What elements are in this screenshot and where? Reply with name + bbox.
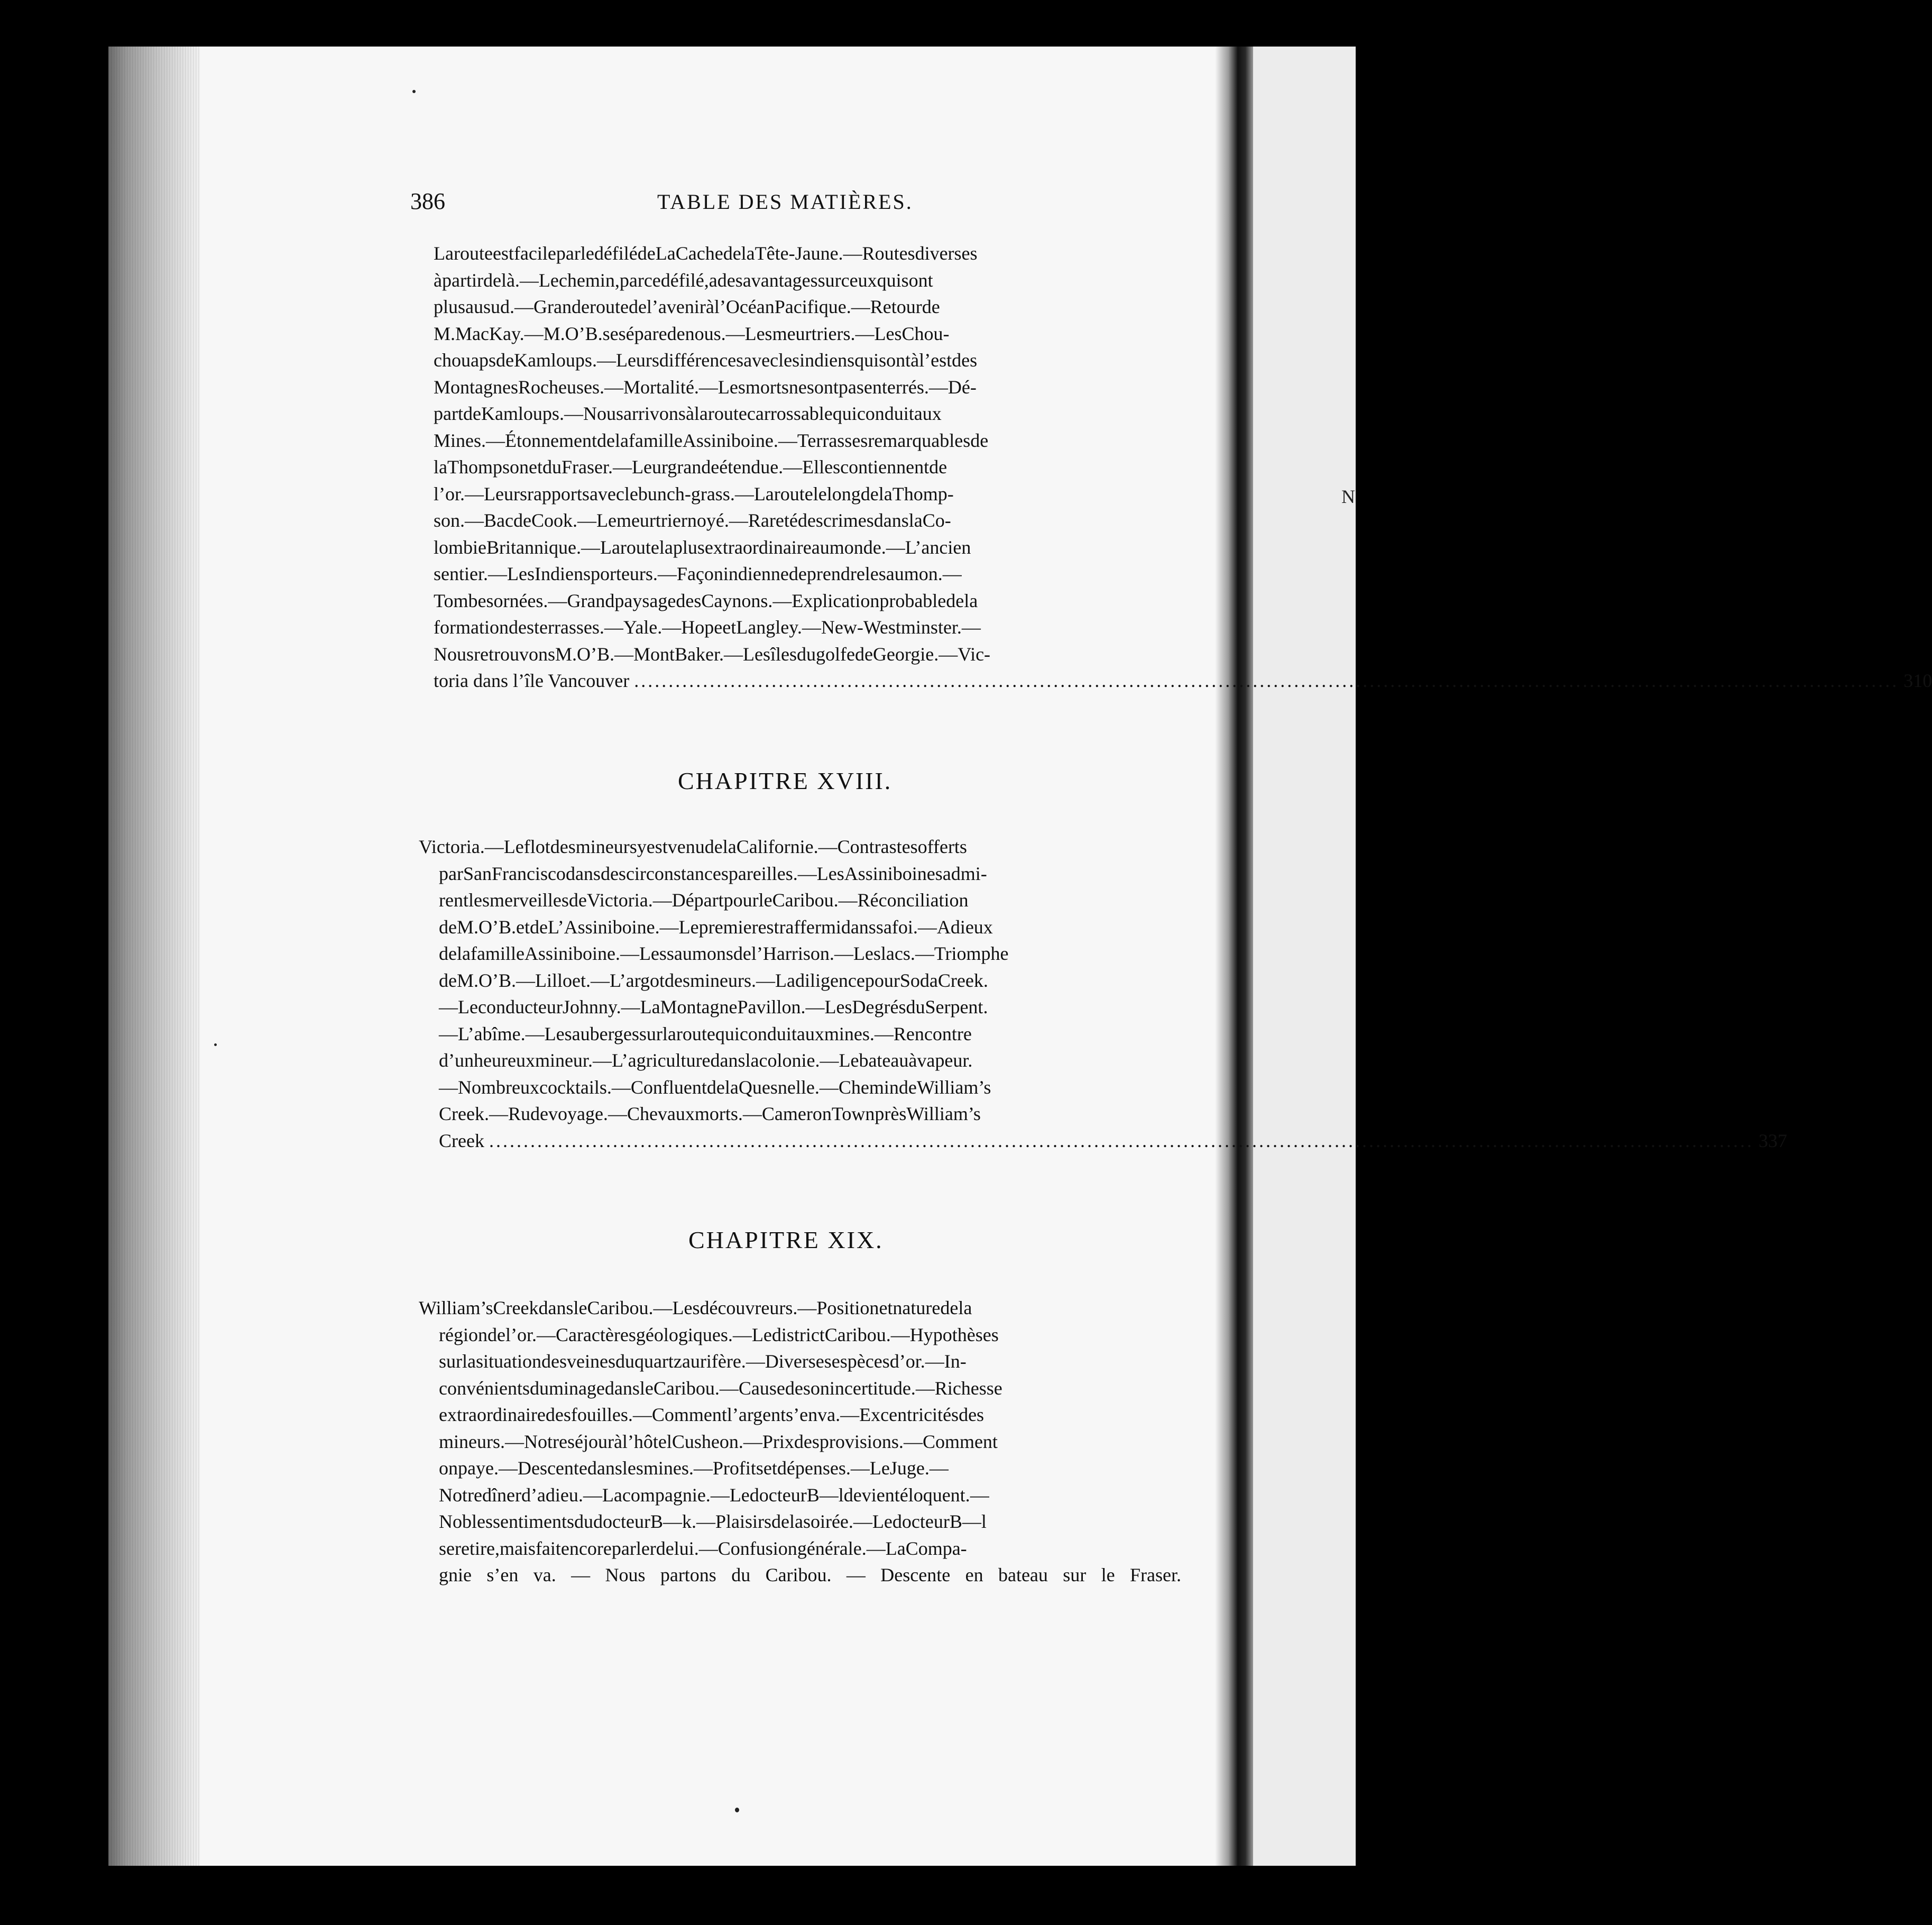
summary-line: delafamilleAssiniboine.—Lessaumonsdel’Harrison.—Leslacs.—Triomphe xyxy=(439,943,1009,964)
summary-line: sentier.—LesIndiensporteurs.—Façonindiennedeprendrelesaumon.— xyxy=(434,563,962,584)
facing-page-letter: N xyxy=(1341,486,1355,507)
summary-line: surlasituationdesveinesduquartzaurifère.—Diversesespècesd’or.—In- xyxy=(439,1351,967,1372)
summary-last-line xyxy=(419,1128,1787,1154)
summary-line: d’unheureuxmineur.—L’agriculturedanslacolonie.—Lebateauàvapeur. xyxy=(439,1050,973,1071)
summary-line: onpaye.—Descentedanslesmines.—Profitsetdépenses.—LeJuge.— xyxy=(439,1458,949,1479)
page-edge-texture xyxy=(108,47,201,1866)
summary-line: William’sCreekdansleCaribou.—Lesdécouvreurs.—Positionetnaturedela xyxy=(419,1297,972,1318)
summary-line: deM.O’B.—Lilloet.—L’argotdesmineurs.—LadiligencepourSodaCreek. xyxy=(439,969,988,991)
summary-line: son.—BacdeCook.—Lemeurtriernoyé.—RaretédescrimesdanslaCo- xyxy=(434,510,951,531)
summary-line: àpartirdelà.—Lechemin,parcedéfilé,adesavantagessurceuxquisont xyxy=(434,269,933,291)
chapter-xix-summary xyxy=(419,1295,1181,1589)
leader-dots xyxy=(634,670,1899,691)
summary-line: laThompsonetduFraser.—Leurgrandeétendue.—Ellescontiennentde xyxy=(434,456,947,478)
summary-line: —LeconducteurJohnny.—LaMontagnePavillon.—LesDegrésduSerpent. xyxy=(439,996,988,1018)
summary-line: Victoria.—LeflotdesmineursyestvenudelaCalifornie.—Contrastesofferts xyxy=(419,836,967,857)
summary-line: lombieBritannique.—Laroutelaplusextraordinaireaumonde.—L’ancien xyxy=(434,536,971,558)
summary-line: NoblessentimentsdudocteurB—k.—Plaisirsdelasoirée.—LedocteurB—l xyxy=(439,1511,987,1532)
summary-line: plusausud.—Granderoutedel’aveniràl’OcéanPacifique.—Retourde xyxy=(434,296,940,317)
summary-line: NousretrouvonsM.O’B.—MontBaker.—LesîlesdugolfedeGeorgie.—Vic- xyxy=(434,643,991,665)
book-page-edge xyxy=(108,47,201,1866)
summary-page-ref: 337 xyxy=(1758,1130,1787,1151)
summary-last-line-text: Creek xyxy=(439,1130,484,1151)
summary-line: Mines.—ÉtonnementdelafamilleAssiniboine.—Terrassesremarquablesde xyxy=(434,429,989,451)
book-gutter xyxy=(1215,47,1253,1866)
leader-dots xyxy=(489,1130,1754,1151)
summary-line: M.MacKay.—M.O’B.seséparedenous.—Lesmeurtriers.—LesChou- xyxy=(434,323,950,344)
summary-line: —Nombreuxcocktails.—ConfluentdelaQuesnelle.—ChemindeWilliam’s xyxy=(439,1076,991,1098)
page-number: 386 xyxy=(410,188,445,214)
summary-line: gnie s’en va. — Nous partons du Caribou. — Descente en bateau sur le Fraser. xyxy=(439,1564,1181,1585)
summary-line: MontagnesRocheuses.—Mortalité.—Lesmortsnesontpasenterrés.—Dé- xyxy=(434,376,977,398)
summary-line: mineurs.—Notreséjouràl’hôtelCusheon.—Prixdesprovisions.—Comment xyxy=(439,1431,998,1452)
summary-line: parSanFranciscodansdescirconstancespareilles.—LesAssiniboinesadmi- xyxy=(439,863,987,884)
chapter-xviii-summary xyxy=(419,833,1787,1154)
summary-line: partdeKamloups.—Nousarrivonsàlaroutecarrossablequiconduitaux xyxy=(434,403,942,424)
summary-line: régiondel’or.—Caractèresgéologiques.—LedistrictCaribou.—Hypothèses xyxy=(439,1324,999,1345)
summary-line: Creek.—Rudevoyage.—Chevauxmorts.—CameronTownprèsWilliam’s xyxy=(439,1103,981,1124)
summary-line: chouapsdeKamloups.—Leursdifférencesaveclesindiensquisontàl’estdes xyxy=(434,350,978,371)
summary-page-ref: 310 xyxy=(1903,670,1932,691)
summary-line: Tombesornées.—GrandpaysagedesCaynons.—Explicationprobabledela xyxy=(434,590,978,611)
section-xvii-summary xyxy=(434,240,1932,694)
scan-speck xyxy=(412,90,416,93)
summary-line: deM.O’B.etdeL’Assiniboine.—Lepremierestraffermidanssafoi.—Adieux xyxy=(439,916,993,938)
scan-speck xyxy=(214,1043,217,1046)
summary-line: LarouteestfacileparledéfilédeLaCachedelaTête-Jaune.—Routesdiverses xyxy=(434,243,978,264)
summary-line: Notredînerd’adieu.—Lacompagnie.—LedocteurB—ldevientéloquent.— xyxy=(439,1484,989,1506)
summary-line: formationdesterrasses.—Yale.—HopeetLangley.—New-Westminster.— xyxy=(434,617,981,638)
running-title: TABLE DES MATIÈRES. xyxy=(657,190,913,214)
summary-line: seretire,maisfaitencoreparlerdelui.—Confusiongénérale.—LaCompa- xyxy=(439,1537,967,1559)
summary-line: rentlesmerveillesdeVictoria.—DépartpourleCaribou.—Réconciliation xyxy=(439,890,969,911)
summary-line: —L’abîme.—Lesaubergessurlaroutequiconduitauxmines.—Rencontre xyxy=(439,1023,972,1044)
scan-speck xyxy=(735,1808,739,1812)
summary-line: l’or.—Leursrapportsaveclebunch-grass.—LaroutelelongdelaThomp- xyxy=(434,483,954,505)
summary-line: convénientsduminagedansleCaribou.—Causedesonincertitude.—Richesse xyxy=(439,1377,1002,1399)
summary-line: extraordinairedesfouilles.—Commentl’argents’enva.—Excentricitésdes xyxy=(439,1404,985,1425)
chapter-xviii-heading: CHAPITRE XVIII. xyxy=(678,767,893,794)
summary-last-line-text: toria dans l’île Vancouver xyxy=(434,670,630,691)
chapter-xix-heading: CHAPITRE XIX. xyxy=(688,1226,884,1253)
facing-page xyxy=(1253,47,1356,1866)
summary-last-line xyxy=(434,667,1932,694)
